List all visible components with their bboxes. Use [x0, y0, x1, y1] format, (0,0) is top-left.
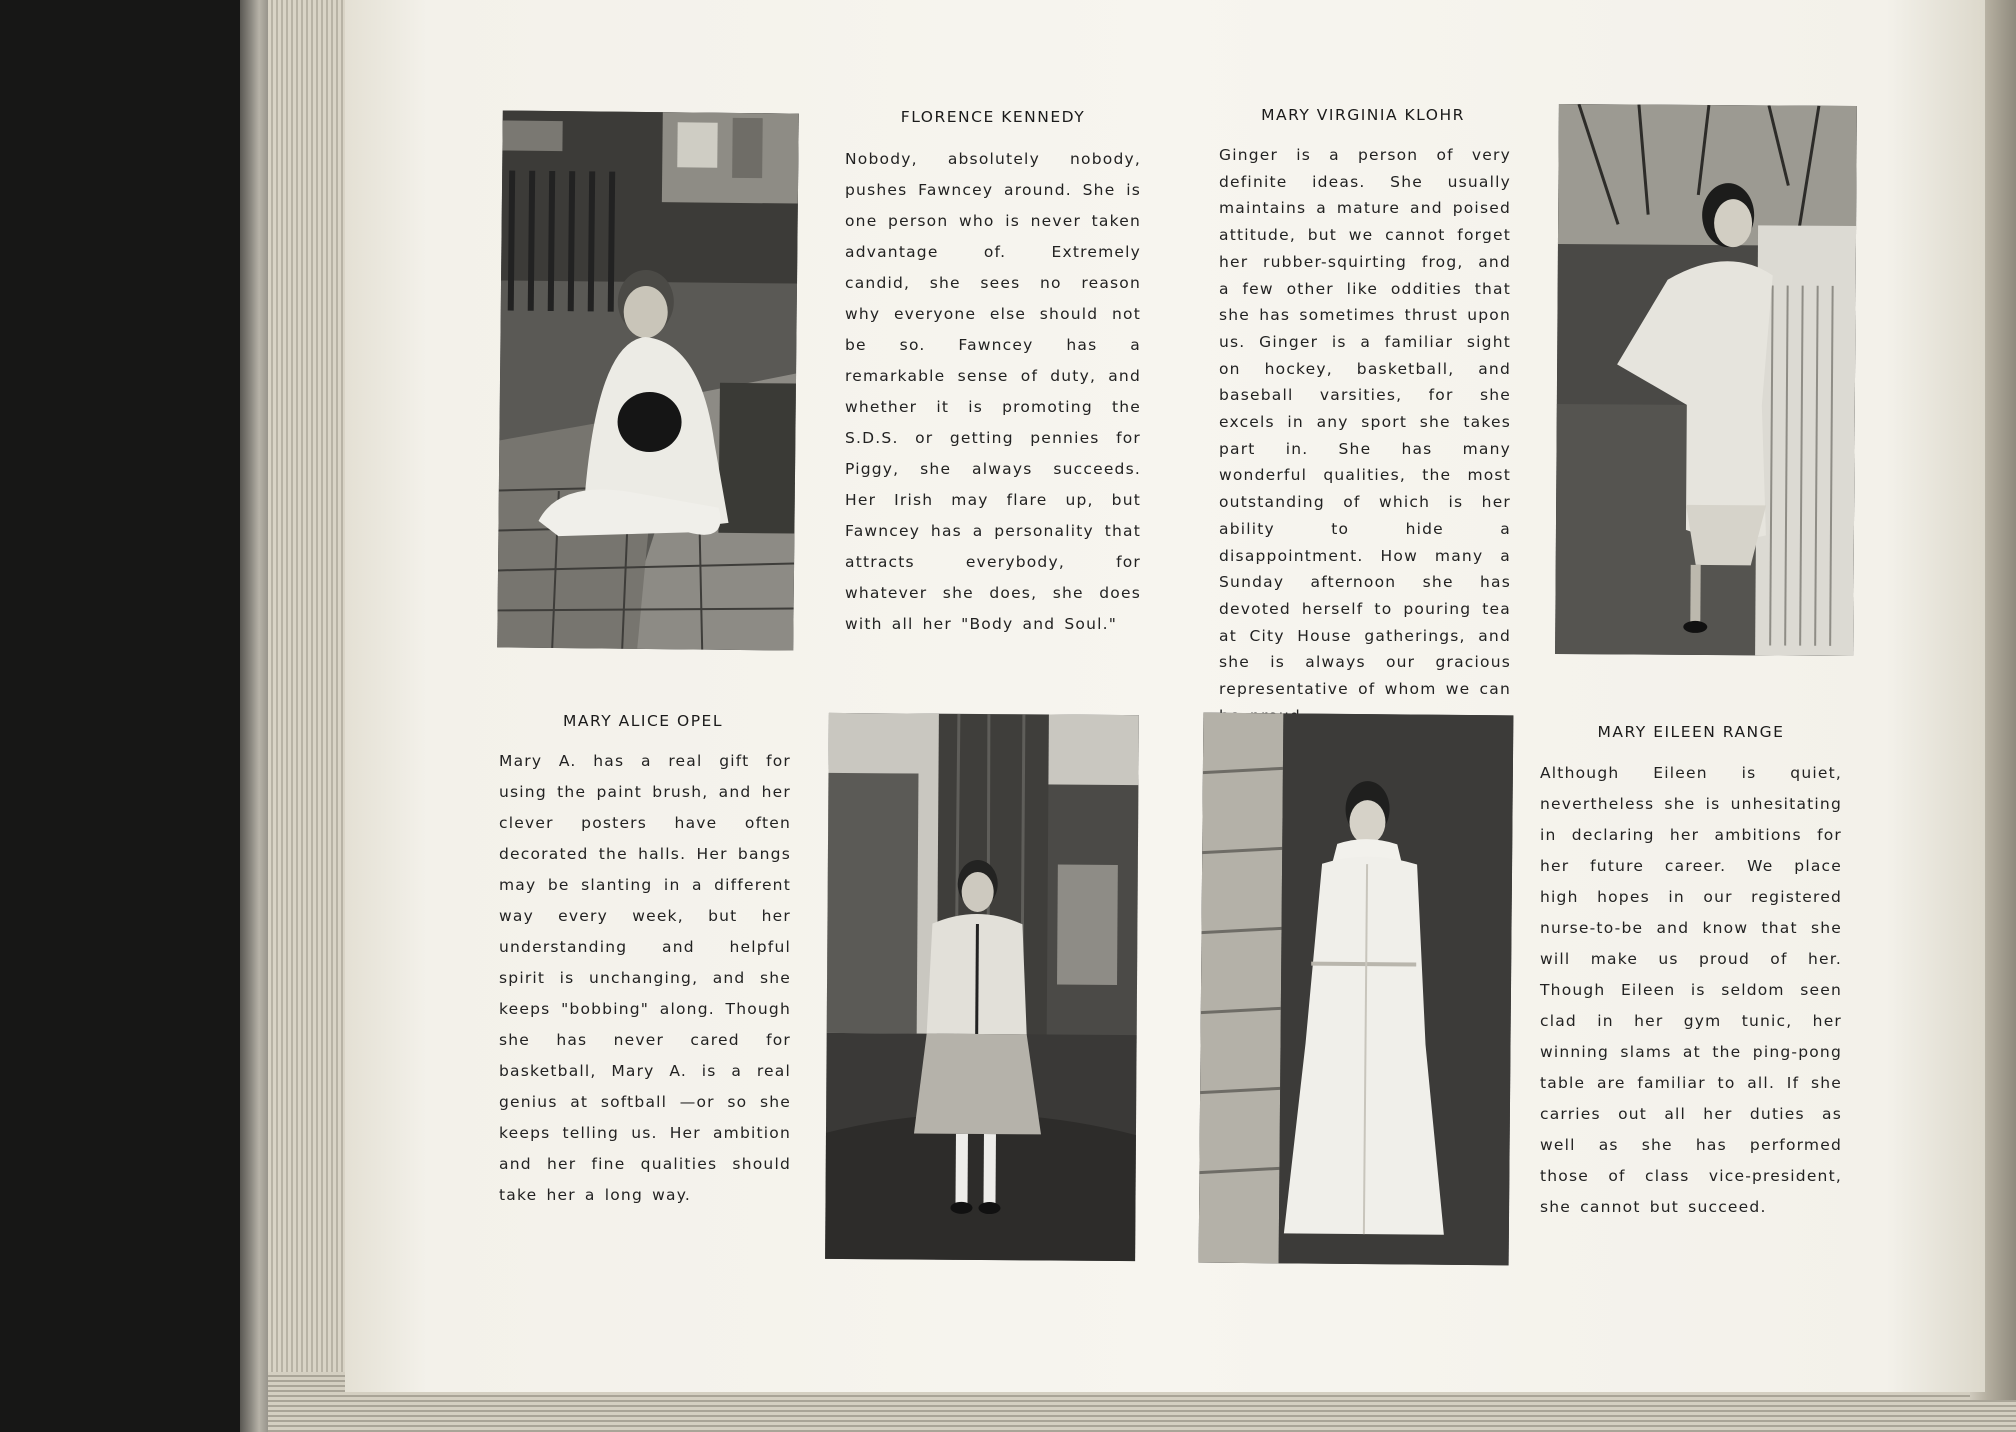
bio-mary-virginia-klohr: Ginger is a person of very definite ideas. She usually maintains a mature and poised attitude, but we cannot forget her rubber-squirting frog, and a few other like oddities that she has sometimes thrust upon us. Ginger is a familiar sight on hockey, basketball, and baseball varsities, for she excels in any sport she takes part in. She has many wonderful qualities, the most outstanding of which is her ability to hide a disappointment. How many a Sunday afternoon she has devoted herself to pouring tea at City House gatherings, and she is always our gracious representative of whom we can	[1219, 146, 1511, 699]
photo-mary-eileen-range	[1199, 713, 1514, 1266]
bio-mary-eileen-range: Although Eileen is quiet, nevertheless she is unhesitating in declaring her ambitions for her future career. We place high hopes in our registered nurse-to-be and know that she will make us proud of her. Though Eileen is seldom seen clad in her gym tunic, her winning slams at the ping-pong table are familiar to all. If she carries out all her duties as well as she has performed those of class vice-president, she cannot but succeed.	[1540, 764, 1842, 1216]
photo-mary-virginia-klohr	[1555, 104, 1857, 656]
name-florence-kennedy: FLORENCE KENNEDY	[900, 108, 1086, 126]
photo-mary-alice-opel	[825, 713, 1139, 1261]
background	[0, 0, 250, 1432]
photo-florence-kennedy	[497, 110, 799, 650]
bio-florence-kennedy: Nobody, absolutely nobody, pushes Fawncey around. She is one person who is never taken advantage of. Extremely candid, she sees no reason why everyone else should not be so. Fawncey has a remarkable sense of duty, and whether it is promoting the S.D.S. or getting pennies for Piggy, she always succeeds. Her Irish may flare up, but Fawncey has a personality that attracts everybody, for whatever she does, she does with all her "Body and Soul."	[845, 150, 1141, 633]
page-edges	[268, 0, 348, 1432]
name-mary-eileen-range: MARY EILEEN RANGE	[1597, 723, 1785, 741]
name-mary-virginia-klohr: MARY VIRGINIA KLOHR	[1261, 106, 1465, 124]
bio-mary-alice-opel: Mary A. has a real gift for using the paint brush, and her clever posters have often decorated the halls. Her bangs may be slanting in a different way every week, but her understanding and helpful spirit is unchanging, and she keeps "bobbing" along. Though she has never cared for basketball, Mary A. is a real genius at softball —or so she keeps telling us. Her ambition and her fine qualities should take her a long way.	[499, 752, 791, 1204]
name-mary-alice-opel: MARY ALICE OPEL	[563, 712, 723, 730]
yearbook-page	[345, 0, 1985, 1392]
